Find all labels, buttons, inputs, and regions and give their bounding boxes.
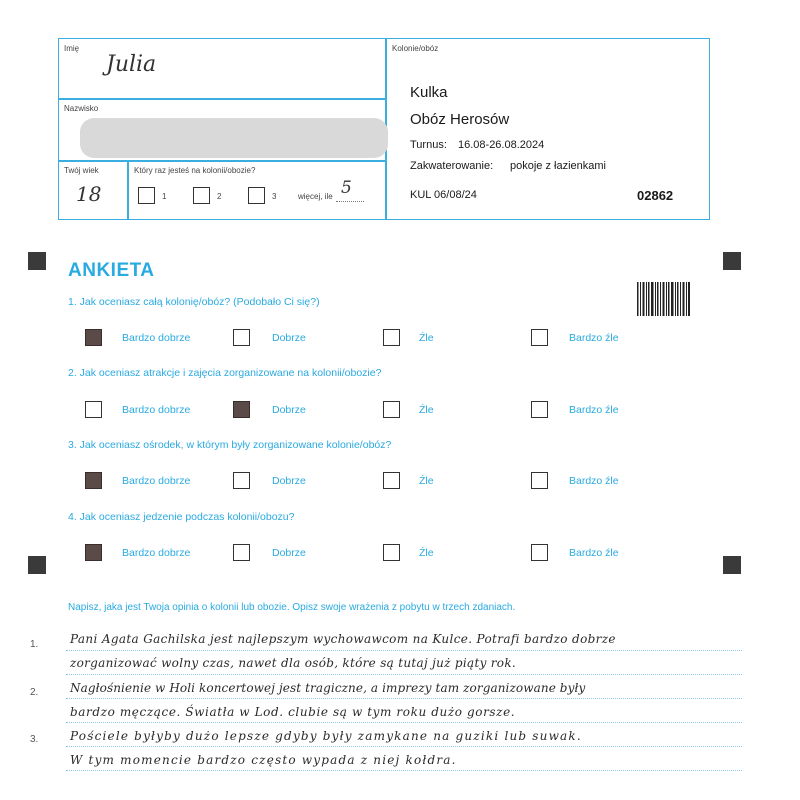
more-dotline (336, 201, 364, 202)
answer-option-label: Bardzo dobrze (122, 332, 191, 344)
registration-mark (28, 556, 46, 574)
answer-checkbox[interactable] (383, 544, 400, 561)
answer-checkbox[interactable] (383, 329, 400, 346)
surname-label: Nazwisko (64, 104, 99, 113)
surname-redacted (80, 118, 388, 158)
question-text: 3. Jak oceniasz ośrodek, w którym były zorganizowane kolonie/obóz? (68, 439, 392, 451)
name-label: Imię (64, 44, 80, 53)
times-option-2: 2 (217, 192, 222, 201)
answer-option-label: Bardzo źle (569, 475, 619, 487)
times-checkbox-1[interactable] (138, 187, 155, 204)
answer-text[interactable]: zorganizować wolny czas, nawet dla osób, które są tutaj już piąty rok. (70, 656, 517, 670)
question-text: 1. Jak oceniasz całą kolonię/obóz? (Podobało Ci się?) (68, 296, 320, 308)
answer-checkbox[interactable] (233, 544, 250, 561)
camp-name: Kulka (410, 84, 448, 101)
more-label: więcej, ile (298, 192, 333, 201)
answer-option-label: Bardzo dobrze (122, 475, 191, 487)
camp-type: Obóz Herosów (410, 111, 510, 128)
answer-checkbox[interactable] (383, 401, 400, 418)
answer-checkbox[interactable] (233, 329, 250, 346)
answer-text[interactable]: Nagłośnienie w Holi koncertowej jest tragiczne, a imprezy tam zorganizowane były (70, 681, 586, 695)
name-value[interactable]: Julia (106, 52, 157, 77)
question-text: 2. Jak oceniasz atrakcje i zajęcia zorganizowane na kolonii/obozie? (68, 367, 382, 379)
answer-text[interactable]: Pościele byłyby dużo lepsze gdyby były zamykane na guziki lub suwak. (70, 729, 582, 743)
times-option-3: 3 (272, 192, 277, 201)
answer-checkbox[interactable] (531, 329, 548, 346)
answer-checkbox[interactable] (531, 544, 548, 561)
registration-mark (28, 252, 46, 270)
age-label: Twój wiek (64, 166, 99, 175)
times-checkbox-3[interactable] (248, 187, 265, 204)
answer-option-label: Źle (419, 475, 434, 487)
answer-line (66, 770, 742, 771)
times-option-1: 1 (162, 192, 167, 201)
answer-checkbox[interactable] (531, 401, 548, 418)
answer-line (66, 650, 742, 651)
barcode (637, 282, 690, 316)
answer-option-label: Źle (419, 404, 434, 416)
camp-code: KUL 06/08/24 (410, 189, 477, 201)
answer-text[interactable]: bardzo męczące. Światła w Lod. clubie są w tym roku dużo gorsze. (70, 705, 516, 719)
registration-mark (723, 252, 741, 270)
opinion-prompt: Napisz, jaka jest Twoja opinia o kolonii lub obozie. Opisz swoje wrażenia z pobytu w trzech zdaniach. (68, 602, 516, 613)
registration-mark (723, 556, 741, 574)
line-number: 2. (30, 687, 39, 698)
answer-option-label: Dobrze (272, 547, 306, 559)
line-number: 3. (30, 734, 39, 745)
answer-checkbox[interactable] (233, 401, 250, 418)
answer-option-label: Źle (419, 332, 434, 344)
survey-title: ANKIETA (68, 260, 155, 281)
turnus-label: Turnus: (410, 139, 447, 151)
line-number: 1. (30, 639, 39, 650)
answer-checkbox[interactable] (85, 472, 102, 489)
answer-line (66, 746, 742, 747)
accommodation-value: pokoje z łazienkami (510, 160, 606, 172)
answer-option-label: Bardzo dobrze (122, 547, 191, 559)
answer-option-label: Dobrze (272, 475, 306, 487)
camp-label: Kolonie/obóz (392, 44, 439, 53)
answer-checkbox[interactable] (233, 472, 250, 489)
answer-option-label: Dobrze (272, 404, 306, 416)
answer-option-label: Bardzo źle (569, 332, 619, 344)
answer-checkbox[interactable] (85, 544, 102, 561)
answer-text[interactable]: Pani Agata Gachilska jest najlepszym wychowawcom na Kulce. Potrafi bardzo dobrze (70, 632, 616, 646)
times-label: Który raz jesteś na kolonii/obozie? (134, 166, 256, 175)
answer-line (66, 722, 742, 723)
answer-checkbox[interactable] (85, 329, 102, 346)
answer-option-label: Bardzo źle (569, 547, 619, 559)
accommodation-label: Zakwaterowanie: (410, 160, 494, 172)
divider (58, 160, 385, 162)
answer-checkbox[interactable] (531, 472, 548, 489)
more-value[interactable]: 5 (341, 178, 352, 198)
answer-line (66, 698, 742, 699)
question-text: 4. Jak oceniasz jedzenie podczas kolonii/obozu? (68, 511, 295, 523)
divider (127, 160, 129, 220)
answer-checkbox[interactable] (383, 472, 400, 489)
answer-option-label: Dobrze (272, 332, 306, 344)
turnus-value: 16.08-26.08.2024 (458, 139, 545, 151)
divider (58, 98, 385, 100)
times-checkbox-2[interactable] (193, 187, 210, 204)
answer-option-label: Bardzo źle (569, 404, 619, 416)
answer-option-label: Bardzo dobrze (122, 404, 191, 416)
answer-text[interactable]: W tym momencie bardzo często wypada z niej kołdra. (70, 753, 457, 767)
answer-option-label: Źle (419, 547, 434, 559)
answer-checkbox[interactable] (85, 401, 102, 418)
age-value[interactable]: 18 (76, 182, 102, 206)
camp-number: 02862 (637, 188, 674, 203)
answer-line (66, 674, 742, 675)
